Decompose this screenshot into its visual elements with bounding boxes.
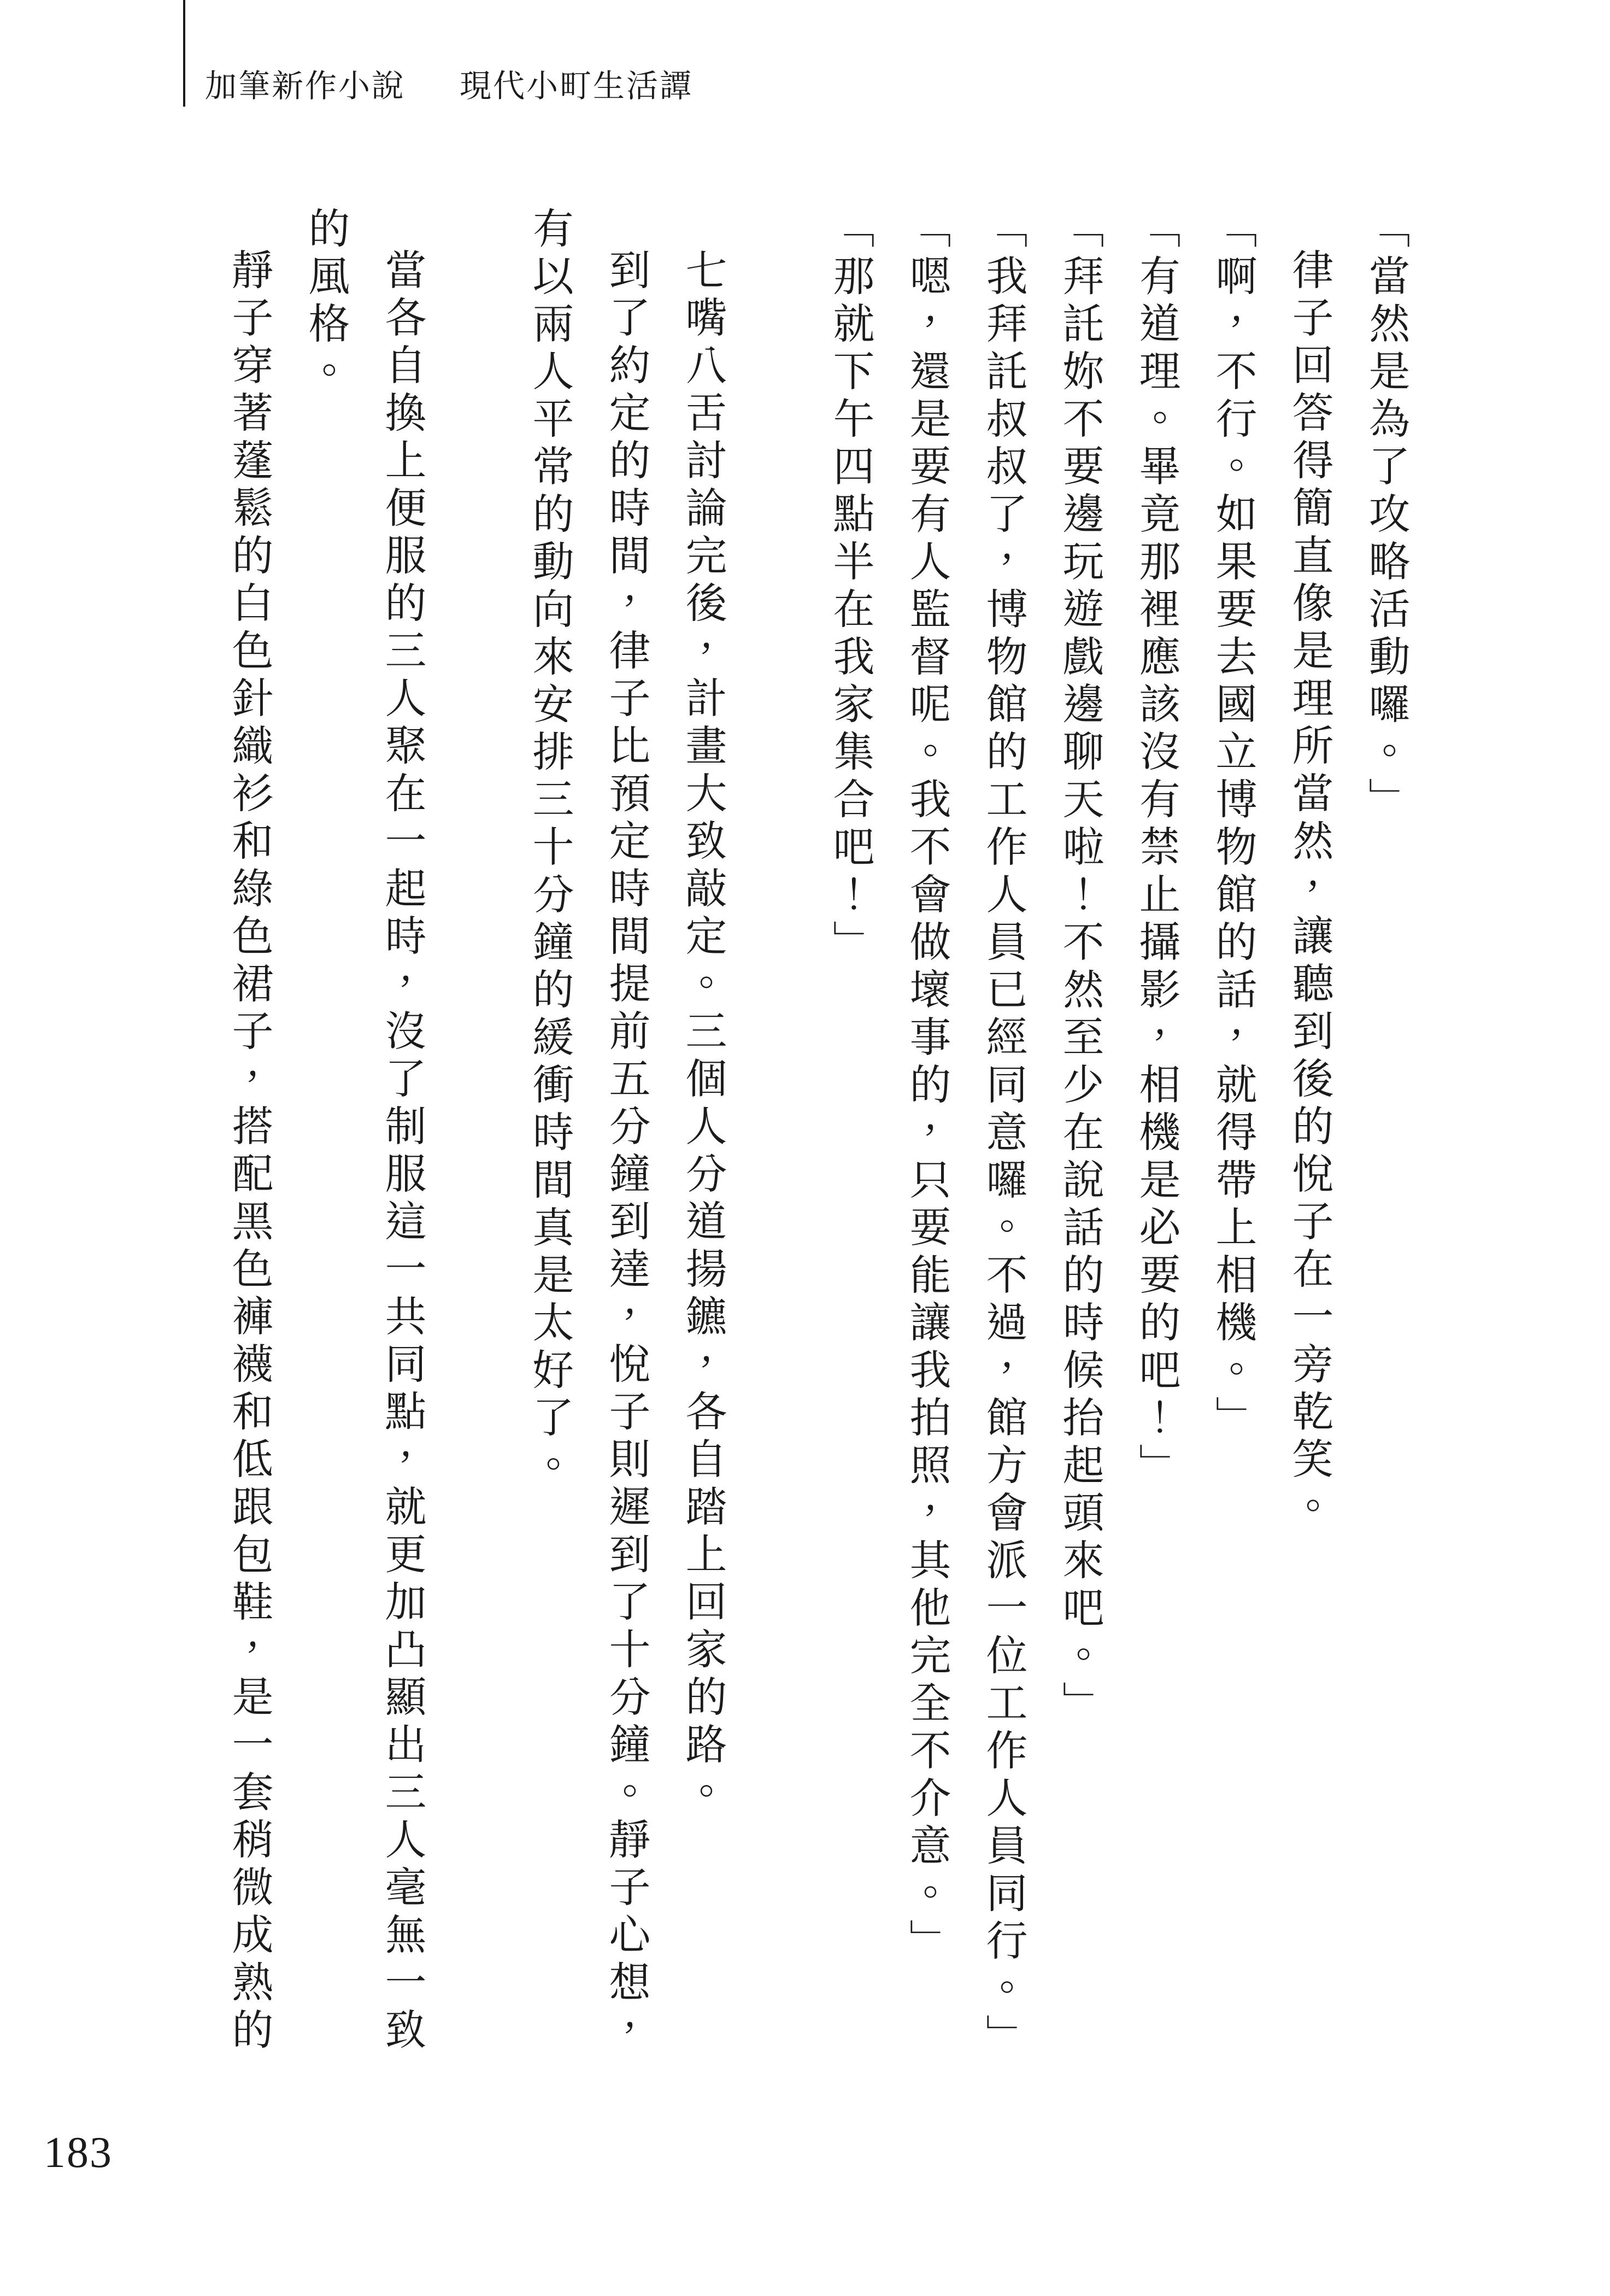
paragraph-dialogue: 「拜託妳不要邊玩遊戲邊聊天啦！不然至少在說話的時候抬起頭來吧。」 (1056, 207, 1102, 1729)
paragraph-dialogue: 「我拜託叔叔了，博物館的工作人員已經同意囉。不過，館方會派一位工作人員同行。」 (980, 207, 1026, 2061)
header-work-title: 現代小町生活譚 (460, 68, 694, 104)
paragraph-narrative: 靜子穿著蓬鬆的白色針織衫和綠色裙子，搭配黑色褲襪和低跟包鞋，是一套稍微成熟的 (226, 248, 272, 2055)
running-head (205, 69, 693, 104)
paragraph-narrative: 七嘴八舌討論完後，計畫大致敲定。三個人分道揚鑣，各自踏上回家的路。 (679, 248, 725, 1818)
page-number: 183 (44, 2129, 113, 2177)
paragraph-dialogue: 「啊，不行。如果要去國立博物館的話，就得帶上相機。」 (1209, 207, 1255, 1443)
header-section-title: 加筆新作小說 (205, 68, 406, 104)
header-rule (183, 0, 185, 107)
paragraph-dialogue: 「有道理。畢竟那裡應該沒有禁止攝影，相機是必要的吧！」 (1133, 207, 1179, 1491)
paragraph-narrative: 到了約定的時間，律子比預定時間提前五分鐘到達，悅子則遲到了十分鐘。靜子心想，有以兩人平常的動向來安排三十分鐘的緩衝時間真是太好了。 (526, 207, 649, 2055)
body-text-block (210, 207, 1424, 2065)
paragraph-dialogue: 「嗯，還是要有人監督呢。我不會做壞事的，只要能讓我拍照，其他完全不介意。」 (903, 207, 949, 1966)
paragraph-narrative: 當各自換上便服的三人聚在一起時，沒了制服這一共同點，就更加凸顯出三人毫無一致的風格。 (302, 207, 425, 2055)
paragraph-dialogue: 「當然是為了攻略活動囉。」 (1362, 207, 1408, 825)
paragraph-narrative: 律子回答得簡直像是理所當然，讓聽到後的悅子在一旁乾笑。 (1286, 248, 1332, 1532)
paragraph-dialogue: 「那就下午四點半在我家集合吧！」 (827, 207, 873, 968)
